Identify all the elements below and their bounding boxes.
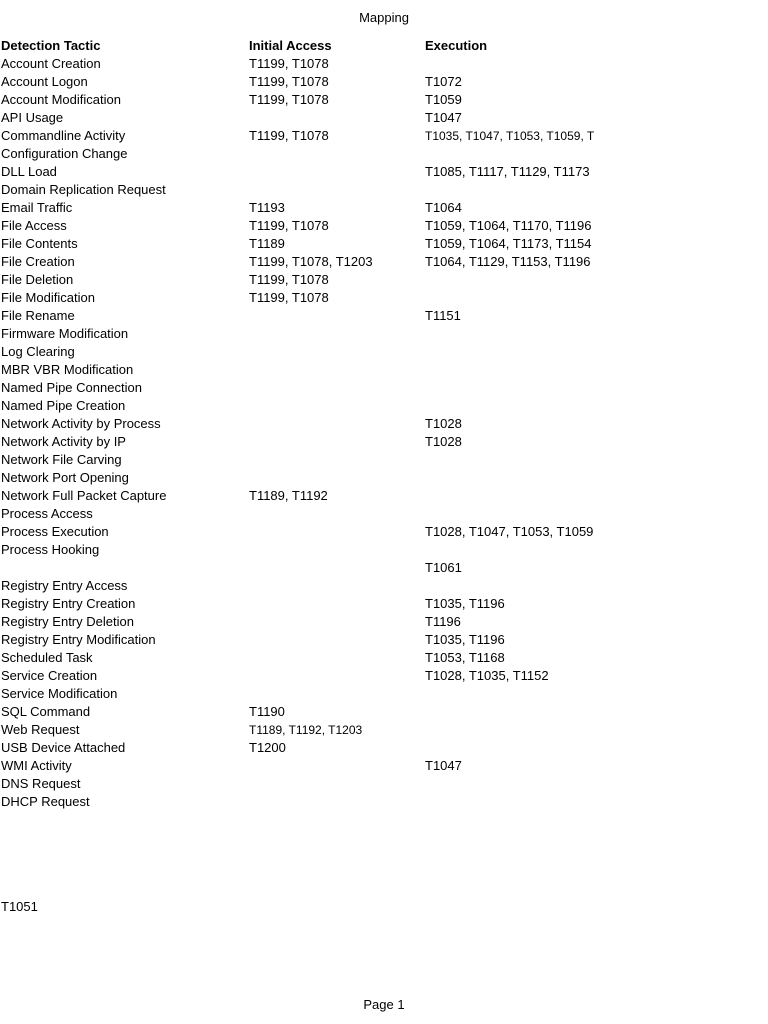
- execution-cell: T1064, T1129, T1153, T1196: [425, 254, 591, 269]
- execution-cell: [425, 775, 601, 793]
- table-row: [1, 379, 601, 397]
- table-row: [1, 271, 601, 289]
- table-row: [1, 181, 601, 199]
- table-row: [1, 217, 601, 235]
- execution-cell: [425, 55, 601, 73]
- table-row: [1, 91, 601, 109]
- detection-tactic-cell: Commandline Activity: [1, 128, 126, 143]
- table-row: [1, 109, 601, 127]
- execution-cell: [425, 721, 601, 739]
- detection-tactic-cell: Configuration Change: [1, 146, 128, 161]
- detection-tactic-cell: File Rename: [1, 308, 75, 323]
- execution-cell: T1047: [425, 758, 462, 773]
- initial-access-cell: [249, 379, 425, 397]
- table-row: [1, 649, 601, 667]
- detection-tactic-cell: Registry Entry Access: [1, 578, 128, 593]
- detection-tactic-cell: [1, 559, 249, 577]
- table-row: [1, 361, 601, 379]
- execution-cell: [425, 541, 601, 559]
- header-initial-access: Initial Access: [249, 38, 332, 53]
- detection-tactic-cell: Network Full Packet Capture: [1, 488, 167, 503]
- table-row: [1, 199, 601, 217]
- table-row: [1, 127, 601, 145]
- page-title: Mapping: [359, 10, 409, 25]
- table-row: [1, 631, 601, 649]
- initial-access-cell: [249, 595, 425, 613]
- initial-access-cell: [249, 451, 425, 469]
- execution-cell: T1085, T1117, T1129, T1173: [425, 164, 590, 179]
- table-row: [1, 469, 601, 487]
- orphan-cell: T1051: [1, 899, 38, 914]
- detection-tactic-cell: Process Access: [1, 506, 93, 521]
- table-row: [1, 703, 601, 721]
- initial-access-cell: [249, 793, 425, 811]
- initial-access-cell: [249, 307, 425, 325]
- detection-tactic-cell: DLL Load: [1, 164, 57, 179]
- table-row: [1, 307, 601, 325]
- table-row: [1, 721, 601, 739]
- execution-cell: [425, 469, 601, 487]
- detection-tactic-cell: Account Modification: [1, 92, 121, 107]
- detection-tactic-cell: DNS Request: [1, 776, 81, 791]
- detection-tactic-cell: Firmware Modification: [1, 326, 129, 341]
- table-row: [1, 757, 601, 775]
- initial-access-cell: [249, 775, 425, 793]
- detection-tactic-cell: Service Modification: [1, 686, 118, 701]
- initial-access-cell: [249, 667, 425, 685]
- table-row: [1, 487, 601, 505]
- execution-cell: T1028: [425, 434, 462, 449]
- initial-access-cell: T1199, T1078: [249, 74, 329, 89]
- execution-cell: T1196: [425, 614, 461, 629]
- execution-cell: T1035, T1196: [425, 596, 505, 611]
- detection-tactic-cell: Named Pipe Creation: [1, 398, 126, 413]
- table-row: [1, 559, 601, 577]
- detection-tactic-cell: Network Port Opening: [1, 470, 129, 485]
- detection-tactic-cell: Network Activity by Process: [1, 416, 161, 431]
- table-row: [1, 613, 601, 631]
- table-row: [1, 163, 601, 181]
- initial-access-cell: [249, 757, 425, 775]
- detection-tactic-cell: Process Hooking: [1, 542, 100, 557]
- initial-access-cell: T1199, T1078: [249, 128, 329, 143]
- initial-access-cell: [249, 415, 425, 433]
- page-footer: Page 1: [363, 997, 405, 1012]
- table-row: [1, 415, 601, 433]
- table-row: [1, 55, 601, 73]
- initial-access-cell: [249, 649, 425, 667]
- initial-access-cell: [249, 433, 425, 451]
- table-row: [1, 343, 601, 361]
- detection-tactic-cell: WMI Activity: [1, 758, 72, 773]
- initial-access-cell: T1189, T1192: [249, 488, 328, 503]
- detection-tactic-cell: File Access: [1, 218, 67, 233]
- detection-tactic-cell: Domain Replication Request: [1, 182, 166, 197]
- execution-cell: T1061: [425, 560, 462, 575]
- initial-access-cell: T1189: [249, 236, 285, 251]
- execution-cell: [425, 703, 601, 721]
- initial-access-cell: [249, 577, 425, 595]
- execution-cell: [425, 145, 601, 163]
- table-row: [1, 325, 601, 343]
- execution-cell: [425, 343, 601, 361]
- initial-access-cell: [249, 541, 425, 559]
- detection-tactic-cell: File Modification: [1, 290, 95, 305]
- detection-tactic-cell: DHCP Request: [1, 794, 90, 809]
- initial-access-cell: [249, 631, 425, 649]
- table-row: [1, 451, 601, 469]
- detection-tactic-cell: Process Execution: [1, 524, 109, 539]
- detection-tactic-cell: Scheduled Task: [1, 650, 93, 665]
- table-row: [1, 775, 601, 793]
- execution-cell: T1059, T1064, T1173, T1154: [425, 236, 592, 251]
- execution-cell: [425, 181, 601, 199]
- execution-cell: [425, 793, 601, 811]
- detection-tactic-cell: USB Device Attached: [1, 740, 126, 755]
- detection-tactic-cell: Service Creation: [1, 668, 98, 683]
- execution-cell: T1064: [425, 200, 462, 215]
- detection-tactic-cell: Account Logon: [1, 74, 88, 89]
- table-row: [1, 667, 601, 685]
- execution-cell: [425, 505, 601, 523]
- initial-access-cell: [249, 163, 425, 181]
- table-row: [1, 145, 601, 163]
- table-row: [1, 793, 601, 811]
- execution-cell: T1028: [425, 416, 462, 431]
- execution-cell: [425, 577, 601, 595]
- initial-access-cell: T1193: [249, 200, 285, 215]
- table-row: [1, 433, 601, 451]
- execution-cell: T1035, T1047, T1053, T1059, T: [425, 129, 595, 143]
- table-row: [1, 739, 601, 757]
- detection-tactic-cell: Named Pipe Connection: [1, 380, 142, 395]
- execution-cell: [425, 379, 601, 397]
- initial-access-cell: T1190: [249, 704, 285, 719]
- detection-tactic-cell: MBR VBR Modification: [1, 362, 134, 377]
- execution-cell: T1053, T1168: [425, 650, 505, 665]
- detection-tactic-cell: Network File Carving: [1, 452, 122, 467]
- detection-tactic-cell: Registry Entry Creation: [1, 596, 136, 611]
- table-row: [1, 523, 601, 541]
- detection-tactic-cell: API Usage: [1, 110, 64, 125]
- initial-access-cell: T1199, T1078: [249, 290, 329, 305]
- execution-cell: T1059, T1064, T1170, T1196: [425, 218, 592, 233]
- detection-tactic-cell: File Contents: [1, 236, 78, 251]
- table-header-row: [1, 37, 601, 55]
- initial-access-cell: T1199, T1078, T1203: [249, 254, 373, 269]
- detection-tactic-cell: Registry Entry Modification: [1, 632, 156, 647]
- initial-access-cell: [249, 145, 425, 163]
- initial-access-cell: [249, 505, 425, 523]
- execution-cell: [425, 325, 601, 343]
- initial-access-cell: [249, 361, 425, 379]
- header-execution: Execution: [425, 38, 488, 53]
- initial-access-cell: [249, 343, 425, 361]
- table-body: [1, 55, 601, 811]
- initial-access-cell: [249, 469, 425, 487]
- table-row: [1, 289, 601, 307]
- detection-tactic-cell: Email Traffic: [1, 200, 73, 215]
- detection-tactic-cell: SQL Command: [1, 704, 91, 719]
- table-row: [1, 595, 601, 613]
- execution-cell: [425, 685, 601, 703]
- initial-access-cell: [249, 397, 425, 415]
- execution-cell: T1035, T1196: [425, 632, 505, 647]
- initial-access-cell: [249, 685, 425, 703]
- execution-cell: T1151: [425, 308, 461, 323]
- detection-tactic-cell: File Creation: [1, 254, 75, 269]
- initial-access-cell: [249, 109, 425, 127]
- execution-cell: T1028, T1035, T1152: [425, 668, 549, 683]
- initial-access-cell: T1189, T1192, T1203: [249, 723, 363, 737]
- execution-cell: [425, 361, 601, 379]
- detection-tactic-cell: Web Request: [1, 722, 80, 737]
- initial-access-cell: [249, 523, 425, 541]
- detection-tactic-cell: Registry Entry Deletion: [1, 614, 134, 629]
- execution-cell: [425, 397, 601, 415]
- initial-access-cell: T1199, T1078: [249, 92, 329, 107]
- header-detection-tactic: Detection Tactic: [1, 38, 101, 53]
- table-row: [1, 505, 601, 523]
- execution-cell: T1028, T1047, T1053, T1059: [425, 524, 594, 539]
- table-row: [1, 235, 601, 253]
- execution-cell: T1047: [425, 110, 462, 125]
- initial-access-cell: [249, 181, 425, 199]
- initial-access-cell: [249, 559, 425, 577]
- initial-access-cell: [249, 613, 425, 631]
- detection-tactic-cell: File Deletion: [1, 272, 74, 287]
- initial-access-cell: T1199, T1078: [249, 56, 329, 71]
- execution-cell: [425, 451, 601, 469]
- mapping-table: [1, 37, 601, 811]
- detection-tactic-cell: Account Creation: [1, 56, 101, 71]
- execution-cell: [425, 271, 601, 289]
- table-row: [1, 253, 601, 271]
- execution-cell: T1059: [425, 92, 462, 107]
- initial-access-cell: T1199, T1078: [249, 218, 329, 233]
- table-row: [1, 397, 601, 415]
- execution-cell: [425, 739, 601, 757]
- initial-access-cell: [249, 325, 425, 343]
- execution-cell: [425, 487, 601, 505]
- initial-access-cell: T1199, T1078: [249, 272, 329, 287]
- table-row: [1, 685, 601, 703]
- table-row: [1, 577, 601, 595]
- initial-access-cell: T1200: [249, 740, 286, 755]
- detection-tactic-cell: Network Activity by IP: [1, 434, 126, 449]
- execution-cell: T1072: [425, 74, 462, 89]
- table-row: [1, 541, 601, 559]
- detection-tactic-cell: Log Clearing: [1, 344, 75, 359]
- execution-cell: [425, 289, 601, 307]
- table-row: [1, 73, 601, 91]
